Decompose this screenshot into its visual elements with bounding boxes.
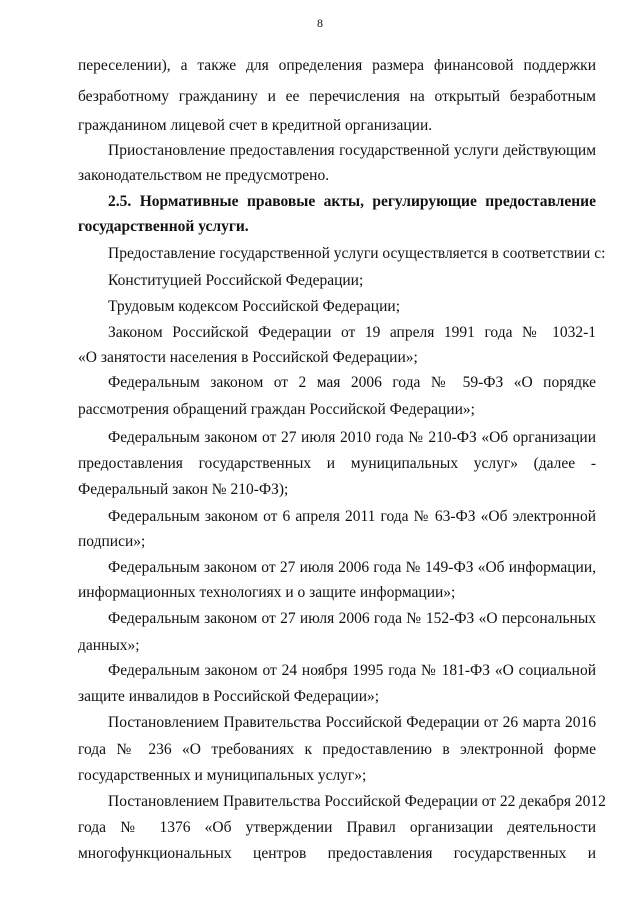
text-line: Приостановление предоставления государственной услуги действующим <box>108 142 596 159</box>
text-line: «О занятости населения в Российской Федерации»; <box>78 349 418 366</box>
text-line: безработному гражданину и ее перечисления на открытый безработным <box>78 88 596 105</box>
text-line: данных»; <box>78 637 140 654</box>
text-line: Федеральным законом от 27 июля 2010 года № 210-ФЗ «Об организации <box>108 429 596 446</box>
text-line: информационных технологиях и о защите информации»; <box>78 584 456 601</box>
text-line: Федеральный закон № 210-ФЗ); <box>78 481 289 498</box>
text-line: предоставления государственных и муниципальных услуг» (далее - <box>78 455 596 472</box>
text-line: Федеральным законом от 6 апреля 2011 года № 63-ФЗ «Об электронной <box>108 508 596 525</box>
text-line: государственных и муниципальных услуг»; <box>78 767 367 784</box>
page-number: 8 <box>317 16 323 30</box>
text-line: подписи»; <box>78 533 146 550</box>
text-line: Постановлением Правительства Российской Федерации от 26 марта 2016 <box>108 714 596 731</box>
text-line: года № 236 «О требованиях к предоставлению в электронной форме <box>78 741 596 758</box>
text-line: Законом Российской Федерации от 19 апреля 1991 года № 1032-1 <box>108 324 596 341</box>
text-line: многофункциональных центров предоставления государственных и <box>78 845 596 862</box>
text-line: переселении), а также для определения размера финансовой поддержки <box>78 57 596 74</box>
text-line: рассмотрения обращений граждан Российской Федерации»; <box>78 401 475 418</box>
text-line: Федеральным законом от 2 мая 2006 года № 59-ФЗ «О порядке <box>108 374 596 391</box>
text-line: Постановлением Правительства Российской Федерации от 22 декабря 2012 <box>108 793 606 810</box>
text-line: Предоставление государственной услуги осуществляется в соответствии с: <box>108 245 606 262</box>
section-heading-line: государственной услуги. <box>78 218 249 235</box>
text-line: Трудовым кодексом Российской Федерации; <box>108 298 400 315</box>
text-line: гражданином лицевой счет в кредитной организации. <box>78 117 433 134</box>
text-line: защите инвалидов в Российской Федерации»; <box>78 688 380 705</box>
text-line: Федеральным законом от 24 ноября 1995 года № 181-ФЗ «О социальной <box>108 662 596 679</box>
text-line: Федеральным законом от 27 июля 2006 года № 152-ФЗ «О персональных <box>108 610 596 627</box>
text-line: законодательством не предусмотрено. <box>78 167 330 184</box>
text-line: Конституцией Российской Федерации; <box>108 272 364 289</box>
section-heading-line: 2.5. Нормативные правовые акты, регулирующие предоставление <box>108 193 596 210</box>
text-line: года № 1376 «Об утверждении Правил организации деятельности <box>78 819 596 836</box>
text-line: Федеральным законом от 27 июля 2006 года № 149-ФЗ «Об информации, <box>108 559 596 576</box>
